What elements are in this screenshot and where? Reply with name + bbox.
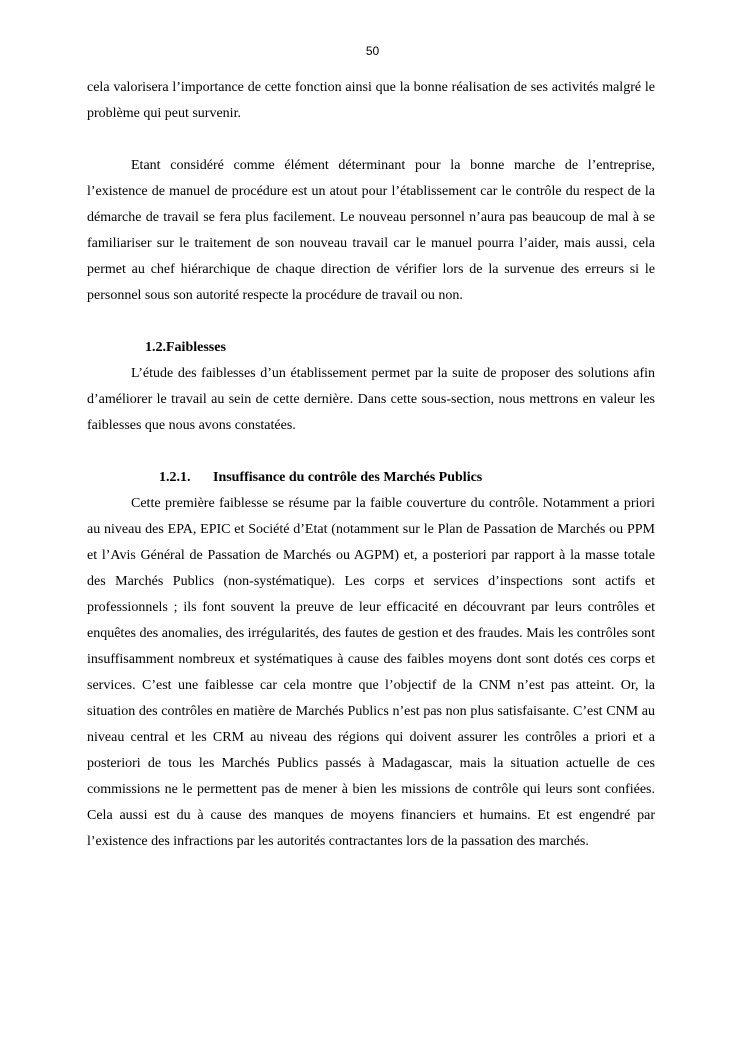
spacer xyxy=(87,439,655,465)
page-number: 50 xyxy=(365,44,380,58)
subsection-title: Insuffisance du contrôle des Marchés Publics xyxy=(213,470,483,485)
document-body xyxy=(87,75,655,855)
spacer xyxy=(87,309,655,335)
subsection-heading-insuffisance xyxy=(87,465,655,491)
paragraph-insuffisance-controle: Cette première faiblesse se résume par la faible couverture du contrôle. Notamment a priori au niveau des EPA, EPIC et Société d’Etat (notamment sur le Plan de Passation de Marchés ou PPM et l’Avis Général de Passation de Marchés ou AGPM) et, a posteriori par rapport à la masse totale des Marchés Publics (non-systématique). Les corps et services d’inspections sont actifs et professionnels ; ils font souvent la preuve de leur efficacité en découvrant par leurs contrôles et enquêtes des anomalies, des irrégularités, des fautes de gestion et des fraudes. Mais les contrôles sont insuffisamment nombreux et systématiques à cause des faibles moyens dont sont dotés ces corps et services. C’est une faiblesse car cela montre que l’objectif de la CNM n’est pas atteint. Or, la situation des contrôles en matière de Marchés Publics n’est pas non plus satisfaisante. C’est CNM au niveau central et les CRM au niveau des régions qui doivent assurer les contrôles a priori et a posteriori de tous les Marchés Publics passés à Madagascar, mais la situation actuelle de ces commissions ne le permettent pas de mener à bien les missions de contrôle qui leurs sont confiées. Cela aussi est du à cause des manques de moyens financiers et humains. Et est engendré par l’existence des infractions par les autorités contractantes lors de la passation des marchés. xyxy=(87,496,655,849)
paragraph-faiblesses-intro: L’étude des faiblesses d’un établissement permet par la suite de proposer des solutions afin d’améliorer le travail au sein de cette dernière. Dans cette sous-section, nous mettrons en valeur les faiblesses que nous avons constatées. xyxy=(87,366,655,433)
spacer xyxy=(87,127,655,153)
subsection-number: 1.2.1. xyxy=(159,470,191,485)
section-heading-faiblesses: 1.2.Faiblesses xyxy=(145,340,226,355)
paragraph-continuation: cela valorisera l’importance de cette fonction ainsi que la bonne réalisation de ses activités malgré le problème qui peut survenir. xyxy=(87,80,655,121)
paragraph-procedure-manual: Etant considéré comme élément déterminant pour la bonne marche de l’entreprise, l’existence de manuel de procédure est un atout pour l’établissement car le contrôle du respect de la démarche de travail se fera plus facilement. Le nouveau personnel n’aura pas beaucoup de mal à se familiariser sur le traitement de son nouveau travail car le manuel pourra l’aider, mais aussi, cela permet au chef hiérarchique de chaque direction de vérifier lors de la survenue des erreurs si le personnel sous son autorité respecte la procédure de travail ou non. xyxy=(87,158,655,303)
